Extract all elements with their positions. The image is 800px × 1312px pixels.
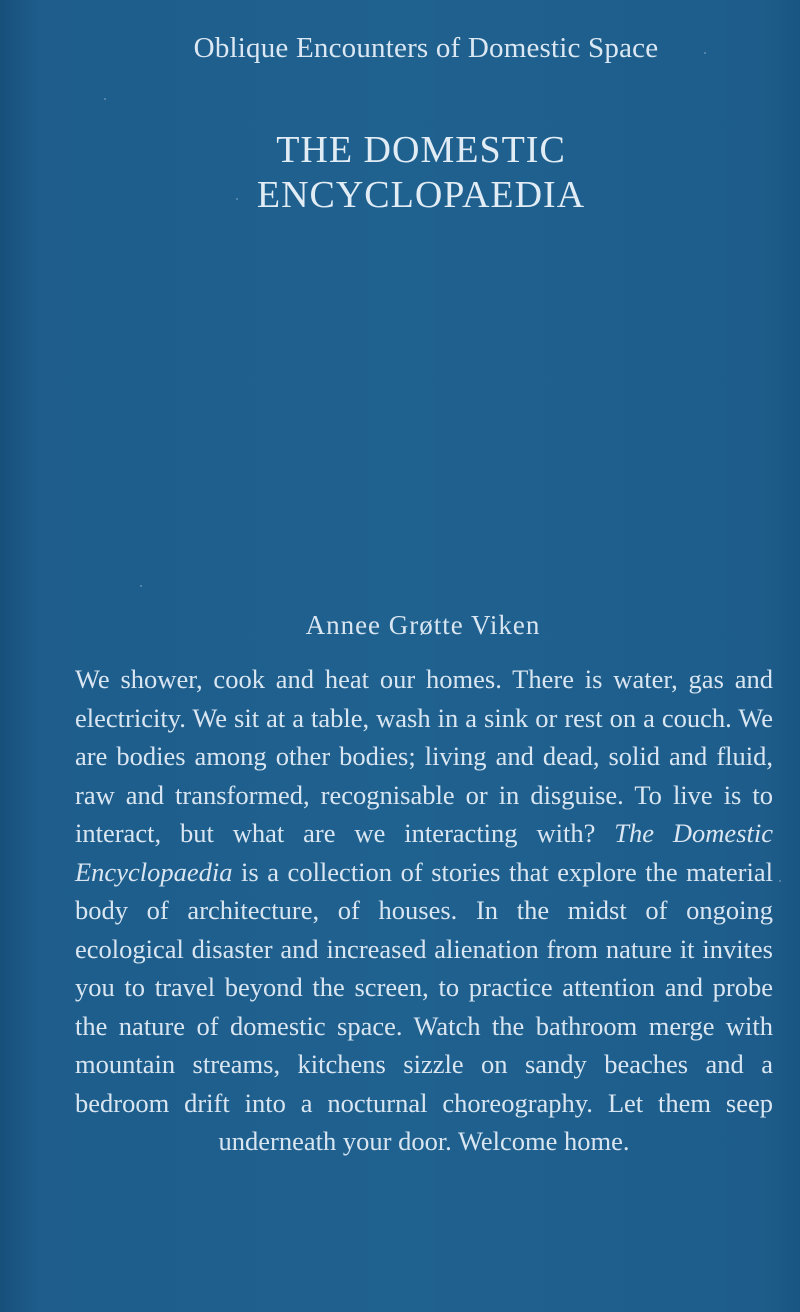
- author-name: Annee Grøtte Viken: [305, 610, 541, 640]
- blurb-text: [75, 660, 773, 1161]
- print-speck: [140, 585, 142, 587]
- blurb-book-title: The Domestic Encyclopaedia: [75, 818, 773, 887]
- print-speck: [104, 98, 106, 100]
- series-title: Oblique Encounters of Domestic Space: [193, 32, 659, 64]
- book-title-line-1: THE DOMESTIC: [276, 129, 566, 171]
- print-speck: [779, 880, 781, 882]
- print-speck: [236, 198, 238, 200]
- print-speck: [704, 52, 706, 54]
- blurb-part-2: is a collection of stories that explore the material body of architecture, of houses. In the midst of ongoing ecological disaster and increased alienation from nature it invites you to travel beyond the screen, to practice attention and probe the nature of domestic space. Watch the bathroom merge with mountain streams, kitchens sizzle on sandy beaches and a bedroom drift into a nocturnal choreography. Let them seep underneath your door. Welcome home.: [75, 856, 773, 1156]
- book-title-line-2: ENCYCLOPAEDIA: [256, 174, 586, 216]
- blurb-part-1: We shower, cook and heat our homes. There is water, gas and electricity. We sit at a table, wash in a sink or rest on a couch. We are bodies among other bodies; living and dead, solid and fluid, raw and transformed, recognisable or in disguise. To live is to interact, but what are we interacting with?: [75, 664, 773, 848]
- book-title: [0, 128, 800, 218]
